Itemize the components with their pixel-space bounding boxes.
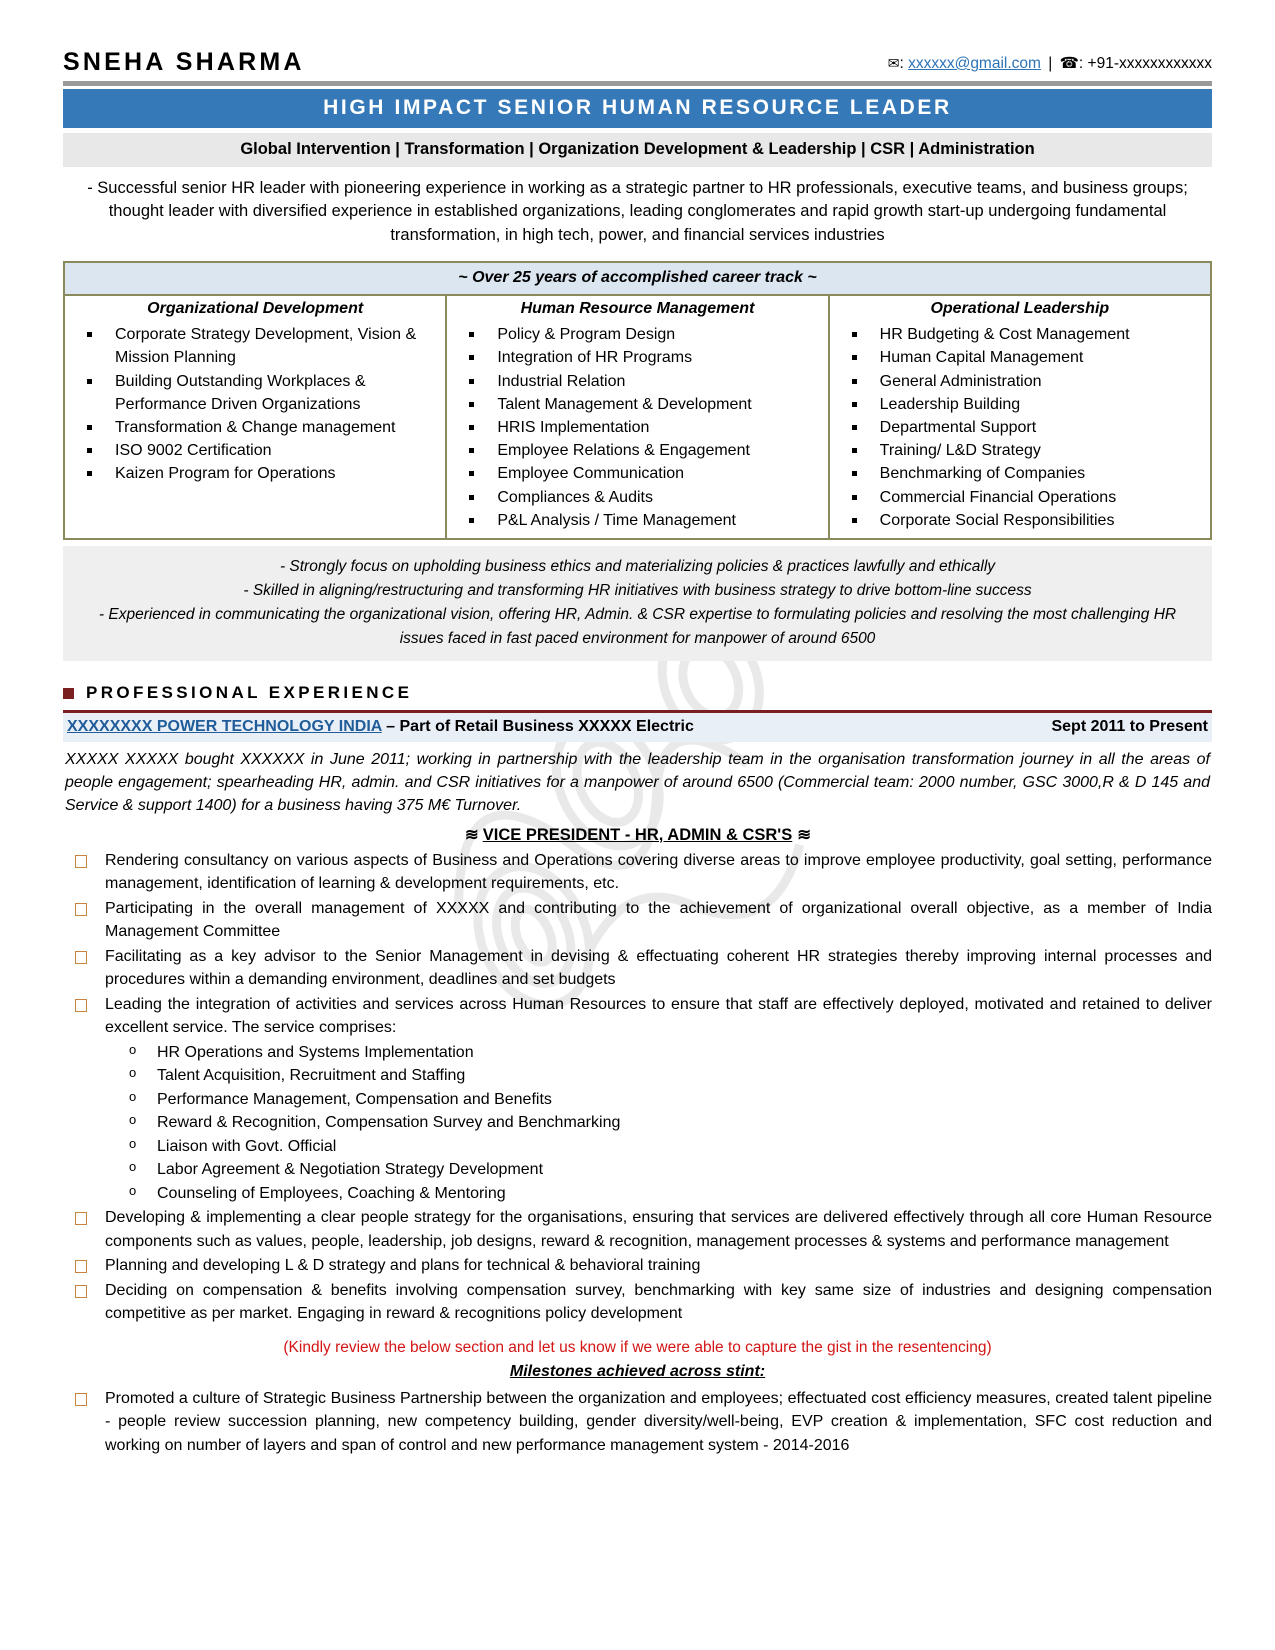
specialties-banner: Global Intervention | Transformation | Organization Development & Leadership | CSR | Administration [63, 133, 1212, 167]
company-identity [67, 718, 694, 736]
telephone-icon: ☎ [1059, 55, 1079, 72]
service-sub-list [63, 1041, 1212, 1206]
highlight-line: - Experienced in communicating the organizational vision, offering HR, Admin. & CSR expertise to formulating policies and resolving the most challenging HR issues faced in fast paced environment for manpower of around 6500 [98, 605, 1177, 647]
list-item: HR Budgeting & Cost Management [842, 323, 1204, 346]
email-prefix: : [899, 55, 904, 72]
responsibility-list [63, 849, 1212, 1040]
list-item: Talent Management & Development [459, 393, 821, 416]
list-item: Building Outstanding Workplaces & Performance Driven Organizations [77, 370, 439, 416]
competency-column-organizational-development [65, 296, 445, 538]
list-item: o HR Operations and Systems Implementation [125, 1041, 1212, 1065]
highlights-block [63, 546, 1212, 661]
company-name: XXXXXXXX POWER TECHNOLOGY INDIA [67, 718, 382, 736]
contact-separator: | [1048, 55, 1053, 72]
list-item: Transformation & Change management [77, 416, 439, 439]
list-item: Leading the integration of activities and services across Human Resources to ensure that staff are effectively deployed, motivated and retained to deliver excellent service. The service comprises: [63, 993, 1212, 1040]
job-title: VICE PRESIDENT - HR, ADMIN & CSR'S [482, 825, 793, 844]
list-item: Integration of HR Programs [459, 346, 821, 369]
phone-number: : +91-xxxxxxxxxxxx [1078, 55, 1212, 72]
list-item: Participating in the overall management of XXXXX and contributing to the achievement of organizational overall objective, as a member of India Management Committee [63, 897, 1212, 944]
profile-summary: - Successful senior HR leader with pioneering experience in working as a strategic partner to HR professionals, executive teams, and business groups; thought leader with diversified experience in established organizations, leading conglomerates and rapid growth start-up undergoing fundamental transformation, in high tech, power, and financial services industries [87, 179, 1188, 244]
list-item: Employee Communication [459, 462, 821, 485]
review-note: (Kindly review the below section and let us know if we were able to capture the gist in the resentencing) [283, 1338, 992, 1356]
company-description: XXXXX XXXXX bought XXXXXX in June 2011; working in partnership with the leadership team in the organisation transformation journey in all the areas of people engagement; spearheading HR, admin. and CSR initiatives for a manpower of around 6500 (Commercial team: 2000 number, GSC 3000,R & D 145 and Service & support 1400) for a business having 375 M€ Turnover. [65, 751, 1210, 815]
headline-banner: HIGH IMPACT SENIOR HUMAN RESOURCE LEADER [63, 89, 1212, 128]
candidate-name: SNEHA SHARMA [63, 48, 305, 76]
list-item: Employee Relations & Engagement [459, 439, 821, 462]
core-competency-table [63, 261, 1212, 540]
list-item: Promoted a culture of Strategic Business Partnership between the organization and employees; effectuated cost efficiency measures, created talent pipeline - people review succession planning, new competency building, gender diversity/well-being, EVP creation & implementation, SFC cost reduction and working on number of layers and span of control and new performance management system - 2014-2016 [63, 1387, 1212, 1458]
wave-ornament-right-icon: ≋ [797, 825, 811, 844]
list-item: Compliances & Audits [459, 486, 821, 509]
section-title: PROFESSIONAL EXPERIENCE [86, 683, 413, 703]
list-item: o Talent Acquisition, Recruitment and Staffing [125, 1064, 1212, 1088]
employment-dates: Sept 2011 to Present [1051, 718, 1208, 736]
competency-list [830, 323, 1210, 532]
list-item: Policy & Program Design [459, 323, 821, 346]
highlight-line: - Strongly focus on upholding business ethics and materializing policies & practices lawfully and ethically [279, 557, 996, 575]
list-item: Leadership Building [842, 393, 1204, 416]
column-title: Organizational Development [147, 300, 364, 318]
list-item: o Counseling of Employees, Coaching & Mentoring [125, 1182, 1212, 1206]
competency-list [447, 323, 827, 532]
highlight-line: - Skilled in aligning/restructuring and transforming HR initiatives with business strategy to drive bottom-line success [243, 581, 1032, 599]
envelope-icon: ✉ [887, 55, 900, 71]
competency-table-heading: ~ Over 25 years of accomplished career track ~ [65, 263, 1210, 296]
list-item: General Administration [842, 370, 1204, 393]
list-item: o Reward & Recognition, Compensation Survey and Benchmarking [125, 1111, 1212, 1135]
list-item: Industrial Relation [459, 370, 821, 393]
professional-experience-heading [63, 683, 1212, 703]
list-item: Human Capital Management [842, 346, 1204, 369]
list-item: HRIS Implementation [459, 416, 821, 439]
resume-header [63, 50, 1212, 79]
list-item: Rendering consultancy on various aspects of Business and Operations covering diverse areas to improve employee productivity, goal setting, performance management, identification of learning & development requirements, etc. [63, 849, 1212, 896]
email-link[interactable]: xxxxxx@gmail.com [908, 55, 1041, 72]
list-item: Departmental Support [842, 416, 1204, 439]
job-title-row [63, 820, 1212, 849]
competency-list [65, 323, 445, 485]
list-item: Training/ L&D Strategy [842, 439, 1204, 462]
list-item: P&L Analysis / Time Management [459, 509, 821, 532]
header-divider [63, 81, 1212, 86]
list-item: Commercial Financial Operations [842, 486, 1204, 509]
company-header-row [63, 713, 1212, 742]
list-item: Kaizen Program for Operations [77, 462, 439, 485]
responsibility-list-continued [63, 1206, 1212, 1326]
list-item: Facilitating as a key advisor to the Senior Management in devising & effectuating coherent HR strategies thereby improving internal processes and procedures within a demanding environment, deadlines and set budgets [63, 945, 1212, 992]
contact-info [888, 54, 1212, 75]
list-item: ISO 9002 Certification [77, 439, 439, 462]
list-item: Benchmarking of Companies [842, 462, 1204, 485]
square-bullet-icon [63, 688, 74, 699]
company-affiliation: – Part of Retail Business XXXXX Electric [381, 718, 694, 736]
list-item: Corporate Social Responsibilities [842, 509, 1204, 532]
milestones-title: Milestones achieved across stint: [509, 1362, 766, 1380]
column-title: Operational Leadership [930, 300, 1110, 318]
list-item: Planning and developing L & D strategy and plans for technical & behavioral training [63, 1254, 1212, 1278]
list-item: Deciding on compensation & benefits involving compensation survey, benchmarking with key same size of industries and designing compensation competitive as per market. Engaging in reward & recognitions policy development [63, 1279, 1212, 1326]
competency-column-operational-leadership [828, 296, 1210, 538]
column-title: Human Resource Management [520, 300, 755, 318]
competency-column-human-resource-management [445, 296, 827, 538]
list-item: o Labor Agreement & Negotiation Strategy Development [125, 1158, 1212, 1182]
wave-ornament-left-icon: ≋ [464, 825, 478, 844]
milestones-list [63, 1387, 1212, 1458]
list-item: o Liaison with Govt. Official [125, 1135, 1212, 1159]
list-item: o Performance Management, Compensation and Benefits [125, 1088, 1212, 1112]
list-item: Corporate Strategy Development, Vision & Mission Planning [77, 323, 439, 369]
list-item: Developing & implementing a clear people strategy for the organisations, ensuring that services are delivered effectively through all core Human Resource components such as values, people, leadership, job designs, reward & recognition, management processes & systems and performance management [63, 1206, 1212, 1253]
